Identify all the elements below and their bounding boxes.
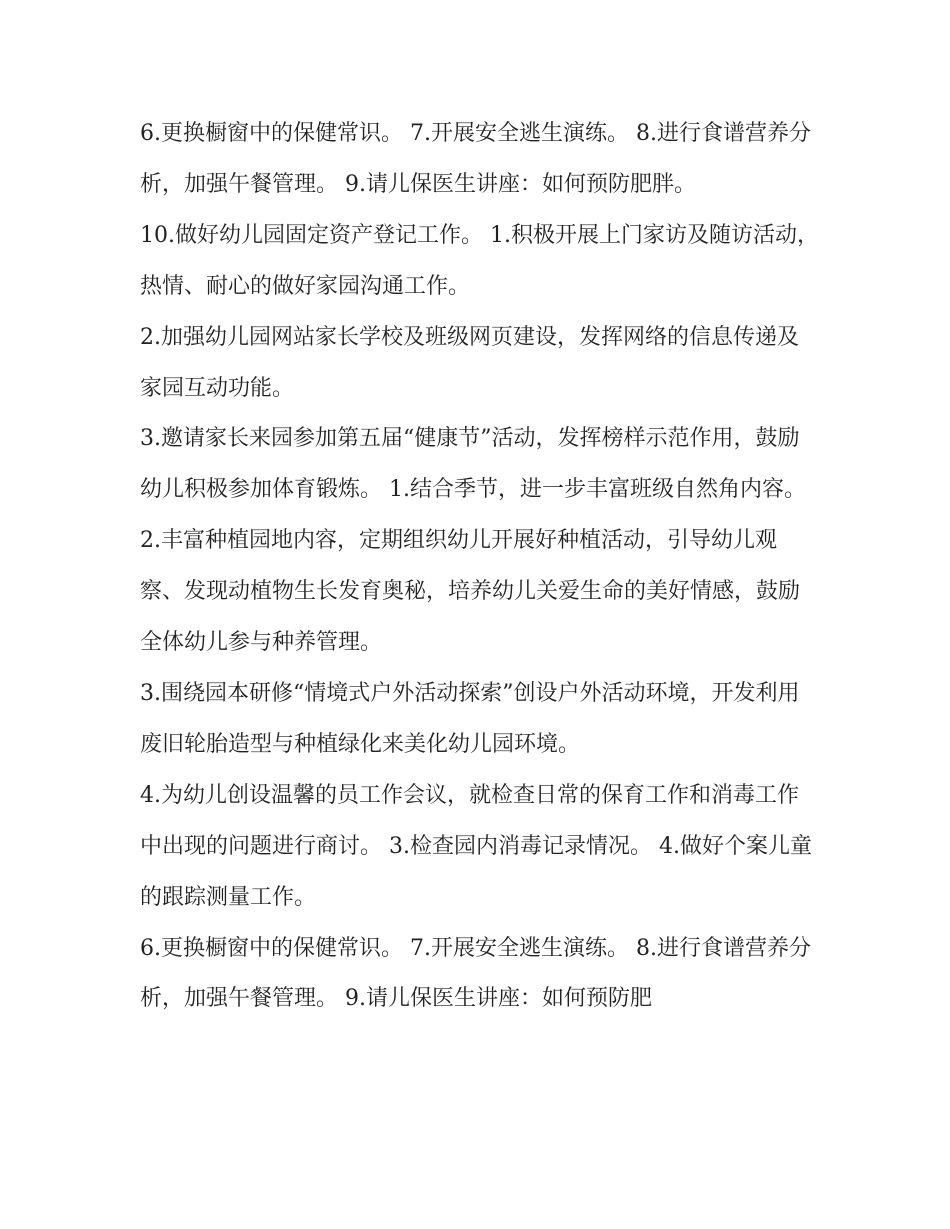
paragraph-8: 6.更换橱窗中的保健常识。 7.开展安全逃生演练。 8.进行食谱营养分析，加强午餐管理。 9.请儿保医生讲座：如何预防肥 <box>140 935 811 1012</box>
document-body <box>140 109 820 1025</box>
paragraph-3: 2.加强幼儿园网站家长学校及班级网页建设，发挥网络的信息传递及家园互动功能。 <box>140 324 799 401</box>
paragraph-4: 3.邀请家长来园参加第五届“健康节”活动，发挥榜样示范作用，鼓励幼儿积极参加体育锻炼。 1.结合季节，进一步丰富班级自然角内容。 <box>140 426 806 503</box>
paragraph-1: 6.更换橱窗中的保健常识。 7.开展安全逃生演练。 8.进行食谱营养分析，加强午餐管理。 9.请儿保医生讲座：如何预防肥胖。 <box>140 121 811 197</box>
paragraph-5: 2.丰富种植园地内容，定期组织幼儿开展好种植活动，引导幼儿观察、发现动植物生长发育奥秘，培养幼儿关爱生命的美好情感，鼓励全体幼儿参与种养管理。 <box>140 528 801 656</box>
paragraph-7: 4.为幼儿创设温馨的员工作会议，就检查日常的保育工作和消毒工作中出现的问题进行商讨。 3.检查园内消毒记录情况。 4.做好个案儿童的跟踪测量工作。 <box>140 782 812 910</box>
paragraph-6: 3.围绕园本研修“情境式户外活动探索”创设户外活动环境，开发利用废旧轮胎造型与种植绿化来美化幼儿园环境。 <box>140 680 800 757</box>
paragraph-2: 10.做好幼儿园固定资产登记工作。 1.积极开展上门家访及随访活动，热情、耐心的做好家园沟通工作。 <box>140 222 819 299</box>
